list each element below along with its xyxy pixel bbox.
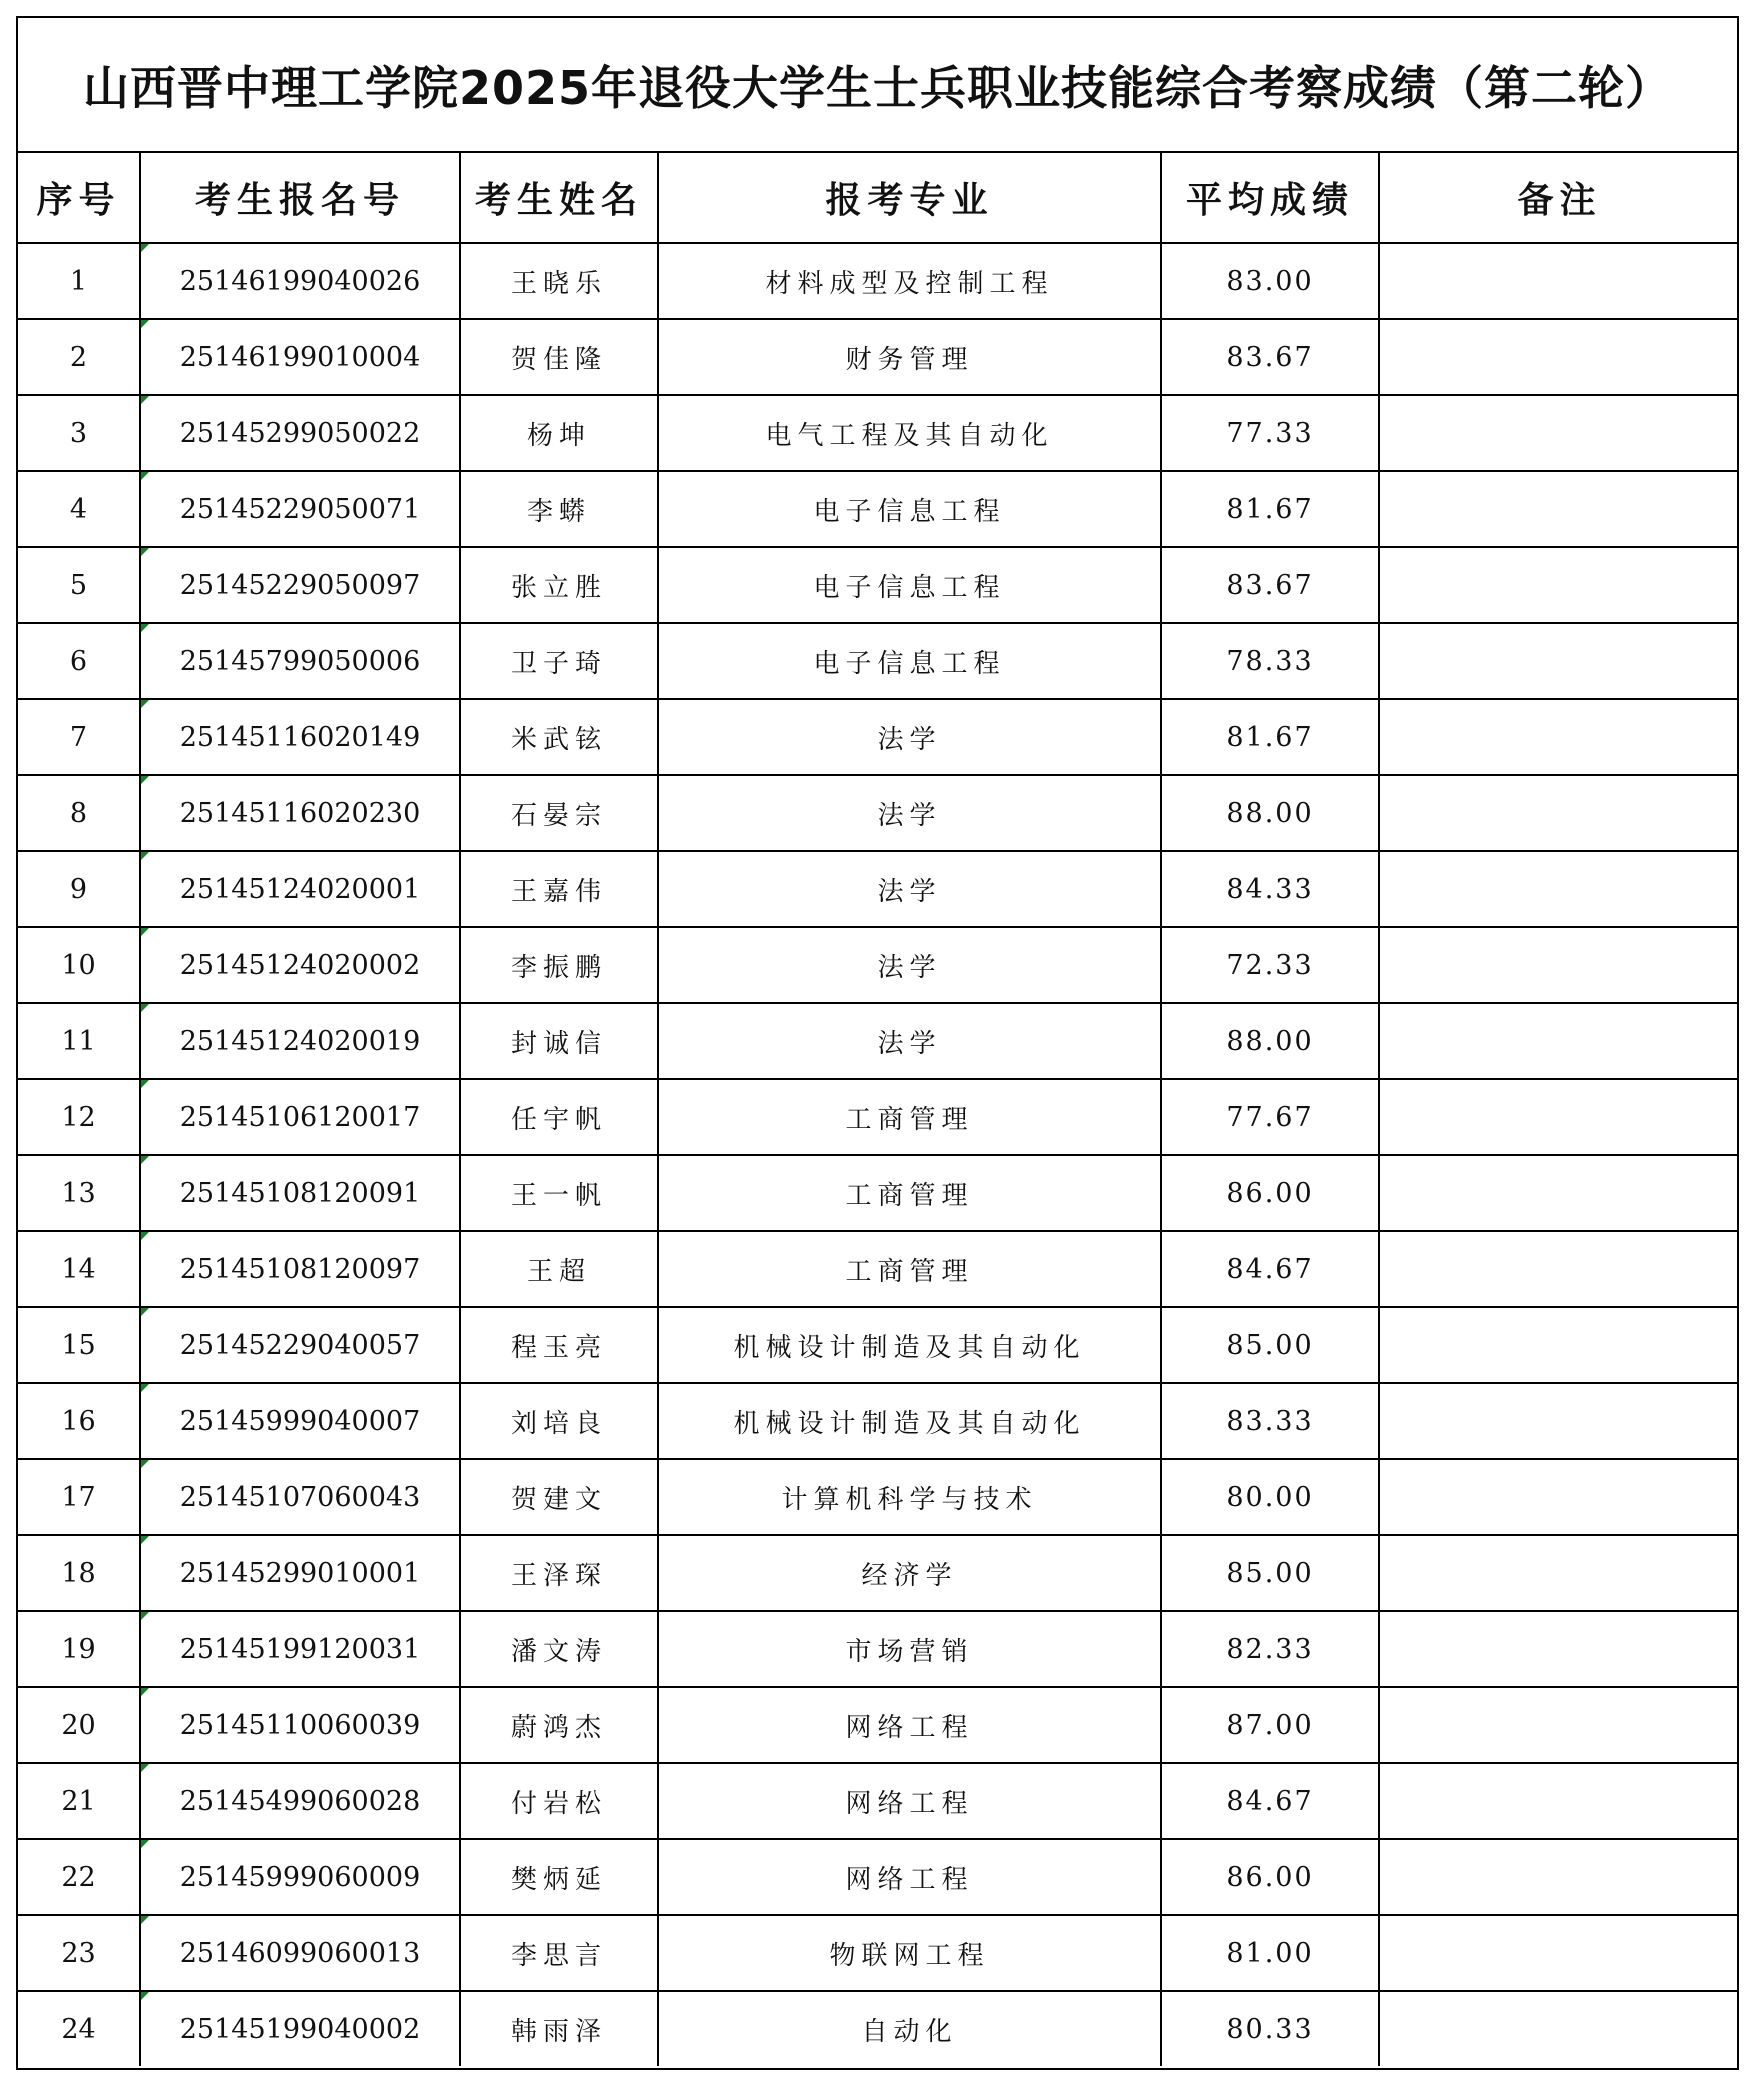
table-row <box>18 1459 1739 1535</box>
header-name: 考生姓名 <box>460 153 658 243</box>
cell-major: 网络工程 <box>658 1687 1161 1763</box>
cell-no: 9 <box>18 851 140 927</box>
cell-major: 经济学 <box>658 1535 1161 1611</box>
cell-no: 15 <box>18 1307 140 1383</box>
cell-registration-id: 25145999060009 <box>140 1839 460 1915</box>
cell-major: 工商管理 <box>658 1231 1161 1307</box>
cell-registration-id: 25146199010004 <box>140 319 460 395</box>
cell-note <box>1379 471 1739 547</box>
cell-note <box>1379 1839 1739 1915</box>
cell-name: 李思言 <box>460 1915 658 1991</box>
cell-score: 86.00 <box>1161 1155 1379 1231</box>
cell-registration-id: 25145116020149 <box>140 699 460 775</box>
cell-name: 潘文涛 <box>460 1611 658 1687</box>
cell-name: 王一帆 <box>460 1155 658 1231</box>
header-major: 报考专业 <box>658 153 1161 243</box>
table-row <box>18 547 1739 623</box>
cell-name: 贺建文 <box>460 1459 658 1535</box>
table-row <box>18 1991 1739 2066</box>
cell-score: 83.00 <box>1161 243 1379 319</box>
cell-score: 77.67 <box>1161 1079 1379 1155</box>
cell-score: 78.33 <box>1161 623 1379 699</box>
cell-registration-id: 25145229040057 <box>140 1307 460 1383</box>
cell-score: 88.00 <box>1161 775 1379 851</box>
cell-registration-id: 25145108120097 <box>140 1231 460 1307</box>
cell-name: 王泽琛 <box>460 1535 658 1611</box>
cell-major: 网络工程 <box>658 1839 1161 1915</box>
cell-registration-id: 25145199040002 <box>140 1991 460 2066</box>
cell-score: 86.00 <box>1161 1839 1379 1915</box>
cell-note <box>1379 1991 1739 2066</box>
cell-major: 法学 <box>658 851 1161 927</box>
cell-major: 材料成型及控制工程 <box>658 243 1161 319</box>
header-row <box>18 153 1739 243</box>
cell-major: 工商管理 <box>658 1079 1161 1155</box>
table-row <box>18 243 1739 319</box>
cell-major: 法学 <box>658 699 1161 775</box>
table-row <box>18 1535 1739 1611</box>
table-row <box>18 1763 1739 1839</box>
cell-name: 付岩松 <box>460 1763 658 1839</box>
cell-registration-id: 25145229050071 <box>140 471 460 547</box>
header-note: 备注 <box>1379 153 1739 243</box>
table-row <box>18 1383 1739 1459</box>
cell-note <box>1379 1079 1739 1155</box>
cell-note <box>1379 1687 1739 1763</box>
cell-no: 13 <box>18 1155 140 1231</box>
cell-major: 机械设计制造及其自动化 <box>658 1307 1161 1383</box>
cell-registration-id: 25145124020002 <box>140 927 460 1003</box>
cell-note <box>1379 699 1739 775</box>
cell-registration-id: 25145299010001 <box>140 1535 460 1611</box>
cell-score: 84.67 <box>1161 1231 1379 1307</box>
cell-no: 6 <box>18 623 140 699</box>
table-row <box>18 1079 1739 1155</box>
cell-registration-id: 25145107060043 <box>140 1459 460 1535</box>
cell-name: 任宇帆 <box>460 1079 658 1155</box>
cell-name: 李蟒 <box>460 471 658 547</box>
cell-no: 17 <box>18 1459 140 1535</box>
cell-registration-id: 25145199120031 <box>140 1611 460 1687</box>
cell-score: 88.00 <box>1161 1003 1379 1079</box>
cell-note <box>1379 1763 1739 1839</box>
cell-score: 85.00 <box>1161 1307 1379 1383</box>
table-row <box>18 623 1739 699</box>
cell-major: 法学 <box>658 1003 1161 1079</box>
table-row <box>18 471 1739 547</box>
cell-score: 84.33 <box>1161 851 1379 927</box>
cell-name: 樊炳延 <box>460 1839 658 1915</box>
cell-registration-id: 25145499060028 <box>140 1763 460 1839</box>
table-row <box>18 927 1739 1003</box>
cell-name: 卫子琦 <box>460 623 658 699</box>
cell-note <box>1379 1003 1739 1079</box>
cell-note <box>1379 319 1739 395</box>
cell-score: 83.67 <box>1161 547 1379 623</box>
cell-major: 法学 <box>658 775 1161 851</box>
table-body <box>18 243 1739 2066</box>
cell-name: 米武铉 <box>460 699 658 775</box>
cell-score: 81.67 <box>1161 471 1379 547</box>
cell-name: 蔚鸿杰 <box>460 1687 658 1763</box>
cell-registration-id: 25145799050006 <box>140 623 460 699</box>
cell-name: 贺佳隆 <box>460 319 658 395</box>
cell-no: 3 <box>18 395 140 471</box>
cell-name: 石晏宗 <box>460 775 658 851</box>
cell-no: 23 <box>18 1915 140 1991</box>
cell-note <box>1379 1459 1739 1535</box>
header-no: 序号 <box>18 153 140 243</box>
cell-major: 电气工程及其自动化 <box>658 395 1161 471</box>
cell-registration-id: 25146199040026 <box>140 243 460 319</box>
cell-no: 10 <box>18 927 140 1003</box>
cell-registration-id: 25145124020019 <box>140 1003 460 1079</box>
cell-name: 杨坤 <box>460 395 658 471</box>
cell-no: 14 <box>18 1231 140 1307</box>
table-row <box>18 775 1739 851</box>
header-score: 平均成绩 <box>1161 153 1379 243</box>
cell-note <box>1379 1155 1739 1231</box>
cell-score: 84.67 <box>1161 1763 1379 1839</box>
cell-score: 85.00 <box>1161 1535 1379 1611</box>
cell-major: 自动化 <box>658 1991 1161 2066</box>
cell-no: 16 <box>18 1383 140 1459</box>
cell-registration-id: 25145999040007 <box>140 1383 460 1459</box>
cell-no: 20 <box>18 1687 140 1763</box>
cell-major: 财务管理 <box>658 319 1161 395</box>
cell-score: 80.00 <box>1161 1459 1379 1535</box>
cell-major: 电子信息工程 <box>658 547 1161 623</box>
table-row <box>18 395 1739 471</box>
cell-name: 封诚信 <box>460 1003 658 1079</box>
cell-no: 4 <box>18 471 140 547</box>
table-row <box>18 1611 1739 1687</box>
cell-major: 机械设计制造及其自动化 <box>658 1383 1161 1459</box>
cell-note <box>1379 775 1739 851</box>
cell-no: 7 <box>18 699 140 775</box>
cell-registration-id: 25145299050022 <box>140 395 460 471</box>
cell-score: 72.33 <box>1161 927 1379 1003</box>
cell-no: 2 <box>18 319 140 395</box>
cell-major: 市场营销 <box>658 1611 1161 1687</box>
cell-registration-id: 25145229050097 <box>140 547 460 623</box>
cell-major: 电子信息工程 <box>658 471 1161 547</box>
cell-note <box>1379 927 1739 1003</box>
cell-registration-id: 25146099060013 <box>140 1915 460 1991</box>
cell-score: 83.67 <box>1161 319 1379 395</box>
cell-name: 王超 <box>460 1231 658 1307</box>
cell-name: 王嘉伟 <box>460 851 658 927</box>
cell-note <box>1379 1535 1739 1611</box>
cell-major: 计算机科学与技术 <box>658 1459 1161 1535</box>
table-row <box>18 1003 1739 1079</box>
cell-no: 12 <box>18 1079 140 1155</box>
cell-major: 工商管理 <box>658 1155 1161 1231</box>
cell-score: 82.33 <box>1161 1611 1379 1687</box>
cell-score: 77.33 <box>1161 395 1379 471</box>
cell-name: 张立胜 <box>460 547 658 623</box>
table-row <box>18 851 1739 927</box>
cell-registration-id: 25145108120091 <box>140 1155 460 1231</box>
score-table <box>18 153 1739 2066</box>
cell-name: 程玉亮 <box>460 1307 658 1383</box>
cell-major: 电子信息工程 <box>658 623 1161 699</box>
table-row <box>18 1231 1739 1307</box>
cell-registration-id: 25145110060039 <box>140 1687 460 1763</box>
cell-registration-id: 25145106120017 <box>140 1079 460 1155</box>
cell-major: 物联网工程 <box>658 1915 1161 1991</box>
cell-no: 21 <box>18 1763 140 1839</box>
table-row <box>18 1915 1739 1991</box>
cell-score: 80.33 <box>1161 1991 1379 2066</box>
table-row <box>18 1155 1739 1231</box>
cell-note <box>1379 623 1739 699</box>
cell-no: 1 <box>18 243 140 319</box>
cell-note <box>1379 243 1739 319</box>
cell-no: 18 <box>18 1535 140 1611</box>
cell-note <box>1379 1307 1739 1383</box>
cell-note <box>1379 851 1739 927</box>
cell-note <box>1379 1231 1739 1307</box>
cell-no: 5 <box>18 547 140 623</box>
cell-score: 83.33 <box>1161 1383 1379 1459</box>
cell-registration-id: 25145124020001 <box>140 851 460 927</box>
cell-no: 24 <box>18 1991 140 2066</box>
header-id: 考生报名号 <box>140 153 460 243</box>
table-row <box>18 1307 1739 1383</box>
cell-note <box>1379 1383 1739 1459</box>
cell-no: 11 <box>18 1003 140 1079</box>
cell-major: 网络工程 <box>658 1763 1161 1839</box>
cell-registration-id: 25145116020230 <box>140 775 460 851</box>
cell-score: 87.00 <box>1161 1687 1379 1763</box>
cell-name: 刘培良 <box>460 1383 658 1459</box>
cell-note <box>1379 1611 1739 1687</box>
cell-note <box>1379 547 1739 623</box>
table-row <box>18 1687 1739 1763</box>
cell-major: 法学 <box>658 927 1161 1003</box>
cell-note <box>1379 1915 1739 1991</box>
score-sheet <box>16 16 1739 2070</box>
table-row <box>18 319 1739 395</box>
cell-score: 81.67 <box>1161 699 1379 775</box>
cell-score: 81.00 <box>1161 1915 1379 1991</box>
document-title: 山西晋中理工学院2025年退役大学生士兵职业技能综合考察成绩（第二轮） <box>18 18 1737 153</box>
cell-name: 李振鹏 <box>460 927 658 1003</box>
cell-no: 22 <box>18 1839 140 1915</box>
cell-name: 韩雨泽 <box>460 1991 658 2066</box>
cell-name: 王晓乐 <box>460 243 658 319</box>
cell-no: 19 <box>18 1611 140 1687</box>
cell-no: 8 <box>18 775 140 851</box>
table-row <box>18 1839 1739 1915</box>
table-row <box>18 699 1739 775</box>
cell-note <box>1379 395 1739 471</box>
